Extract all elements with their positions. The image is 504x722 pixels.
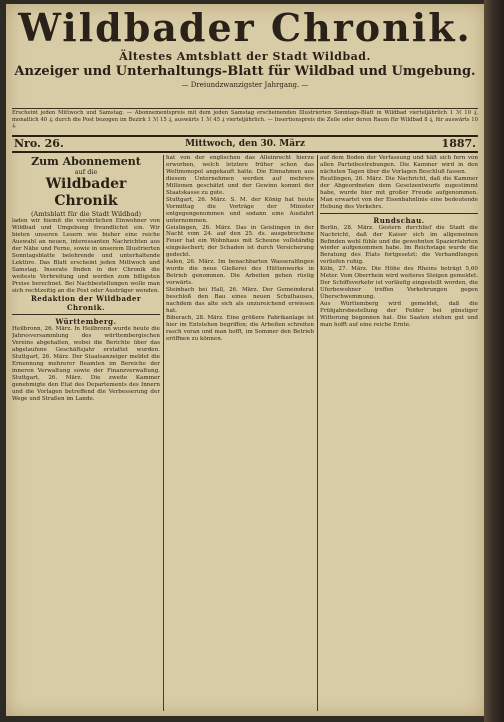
issue-year: 1887.: [441, 137, 476, 150]
notice-heading: Zum Abonnement: [31, 155, 141, 168]
notice-signature: Redaktion der Wildbader Chronik.: [30, 294, 142, 313]
news-text: Heilbronn, 26. März. In Heilbronn wurde heute die Jahresversammlung des württembergischen Vereins abgehalten, wobei die Berichte über das abgelaufene Geschäftsjahr erstattet wurden. Stuttgart, 26. März. Der Staatsanzeiger meldet die Ernennung mehrerer Beamten im Bereiche der inneren Verwaltung sowie der Finanzverwaltung. Stuttgart, 26. März. Die zweite Kammer genehmigte den Etat des Departements des Innern und die Vorlagen betreffend die Verbesserung der Wege und Straßen im Lande.: [12, 326, 160, 403]
news-item: Berlin, 28. März. Gestern durchlief die Stadt die Nachricht, daß der Kaiser sich im allgemeinen Befinden wohl fühle und die gewohnten Spazierfahrten wieder aufgenommen habe. Im Reichstage wurde die Beratung des Etats fortgesetzt; die Verhandlungen verliefen ruhig.: [320, 224, 478, 266]
book-spine: [484, 0, 504, 722]
notice-title: Wildbader Chronik: [45, 176, 127, 209]
notice-text: laden wir hiemit die verehrlichen Einwohner von Wildbad und Umgebung freundlichst ein. Wir bieten unseren Lesern wie bisher eine reiche Auswahl an neuen, interessanten Nachrichten aus der Nähe und Ferne, sowie in unserem Illustrierten Sonntagsblatte belehrende und unterhaltende Lektüre. Das Blatt erscheint jeden Mittwoch und Samstag. Inserate finden in der Chronik die weiteste Verbreitung und werden zum billigsten Preise berechnet. Bei Nachbestellungen wolle man sich rechtzeitig an die Post oder Austräger wenden.: [12, 218, 160, 294]
subscription-info: Erscheint jeden Mittwoch und Samstag. — Abonnementspreis mit dem jeden Samstag erscheinenden Illustrierten Sonntags-Blatt in Wildbad vierteljährlich 1 ℳ 10 ₰, monatlich 40 ₰; durch die Post bezogen im Bezirk 1 ℳ 15 ₰, auswärts 1 ℳ 45 ₰ vierteljährlich. — Insertionspreis die Zeile oder deren Raum für Wildbad 8 ₰, für auswärts 10 ₰.: [12, 110, 478, 130]
newspaper-page: [6, 4, 484, 716]
article-continuation: hat von der englischen das Alleinrecht hierzu erworben, welch letztere früher schon das Weltmonopol angekauft hatte. Die Einnahmen aus diesem Unternehmen werden auf mehrere Millionen geschätzt und der Gewinn kommt der Staatskasse zu gute.: [166, 155, 314, 196]
news-item: Köln, 27. März. Die Höhe des Rheins beträgt 5,60 Meter. Vom Oberrhein wird weiteres Steigen gemeldet. Der Schiffsverkehr ist vorläufig eingestellt worden, die Uferbewohner treffen Vorkehrungen gegen Überschwemmung.: [320, 266, 478, 301]
article-continuation: auf dem Boden der Verfassung und hält sich fern von allen Parteibestrebungen. Die Kammer wird in den nächsten Tagen über die Vorlagen Beschluß fassen.: [320, 155, 478, 175]
column-rule-1: [163, 155, 164, 711]
masthead-volume: — Dreiundzwanzigster Jahrgang. —: [181, 81, 309, 89]
column-1: [12, 155, 160, 711]
subscription-notice: [12, 155, 160, 315]
news-item: Reutlingen, 26. März. Die Nachricht, daß die Kammer der Abgeordneten dem Gesetzentwurfe zugestimmt habe, wurde hier mit großer Freude aufgenommen. Man erwartet von der Eisenbahnlinie eine bedeutende Hebung des Verkehrs.: [320, 175, 478, 210]
newspaper-title: Wildbader Chronik.: [18, 5, 472, 50]
section-divider: [320, 213, 478, 214]
issue-number: Nro. 26.: [14, 137, 64, 150]
notice-subtitle: (Amtsblatt für die Stadt Wildbad): [30, 210, 142, 218]
masthead: [12, 6, 478, 90]
news-item: Aalen, 26. März. Im benachbarten Wasseralfingen wurde die neue Gießerei des Hüttenwerks in Betrieb genommen. Die Arbeiten gehen rüstig vorwärts.: [166, 259, 314, 287]
news-item: Stuttgart, 26. März. S. M. der König hat heute Vormittag die Vorträge der Minister entgegengenommen und sodann eine Ausfahrt unternommen.: [166, 196, 314, 224]
masthead-subtitle-official: Ältestes Amtsblatt der Stadt Wildbad.: [119, 50, 371, 63]
news-item: Geislingen, 26. März. Das in Geislingen in der Nacht vom 24. auf den 25. ds. ausgebrochene Feuer hat ein Wohnhaus mit Scheune vollständig eingeäschert; der Schaden ist durch Versicherung gedeckt.: [166, 224, 314, 259]
column-3: [320, 155, 478, 711]
news-item: Biberach, 28. März. Eine größere Fabrikanlage ist hier im Entstehen begriffen; die Arbeiten schreiten rasch voran und man hofft, im Sommer den Betrieb eröffnen zu können.: [166, 314, 314, 342]
column-rule-2: [317, 155, 318, 711]
news-item: Aus Württemberg wird gemeldet, daß die Frühjahrsbestellung der Felder bei günstiger Witterung begonnen hat. Die Saaten stehen gut und man hofft auf eine reiche Ernte.: [320, 301, 478, 328]
issue-date: Mittwoch, den 30. März: [185, 139, 305, 149]
masthead-subtitle-advertiser: Anzeiger und Unterhaltungs-Blatt für Wildbad und Umgebung.: [14, 64, 476, 79]
section-heading-wuerttemberg: Württemberg.: [55, 317, 117, 327]
news-item: Steinbach bei Hall, 26. März. Der Gemeinderat beschloß den Bau eines neuen Schulhauses, nachdem das alte sich als unzureichend erwiesen hat.: [166, 287, 314, 314]
column-2: [166, 155, 314, 711]
dateline: [12, 135, 478, 153]
section-heading-rundschau: Rundschau.: [373, 215, 425, 225]
notice-auf: auf die: [74, 168, 98, 176]
